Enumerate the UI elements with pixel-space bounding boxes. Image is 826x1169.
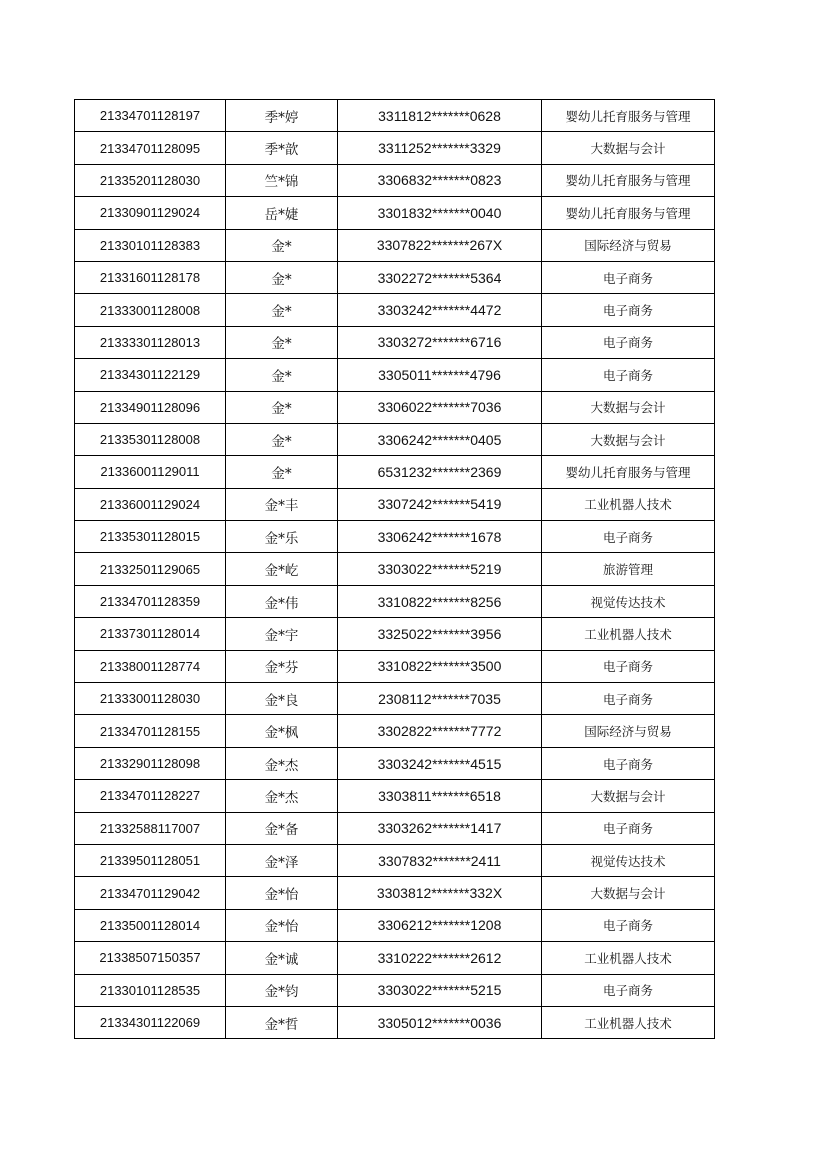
table-row — [75, 423, 715, 455]
student-name-cell: 金*杰 — [226, 747, 338, 779]
exam-number-cell: 21336001129011 — [75, 456, 226, 488]
exam-number-cell: 21332501129065 — [75, 553, 226, 585]
student-name-cell: 金* — [226, 423, 338, 455]
major-cell: 大数据与会计 — [542, 877, 715, 909]
student-name-cell: 金*屹 — [226, 553, 338, 585]
student-name-cell: 金*诚 — [226, 942, 338, 974]
id-card-number-cell: 3302822*******7772 — [338, 715, 542, 747]
table-row — [75, 132, 715, 164]
id-card-number-cell: 3302272*******5364 — [338, 261, 542, 293]
major-cell: 电子商务 — [542, 909, 715, 941]
table-row — [75, 521, 715, 553]
student-name-cell: 岳*婕 — [226, 197, 338, 229]
exam-number-cell: 21334701128095 — [75, 132, 226, 164]
id-card-number-cell: 3307822*******267X — [338, 229, 542, 261]
major-cell: 电子商务 — [542, 812, 715, 844]
exam-number-cell: 21331601128178 — [75, 261, 226, 293]
student-name-cell: 金* — [226, 229, 338, 261]
table-row — [75, 747, 715, 779]
major-cell: 视觉传达技术 — [542, 844, 715, 876]
student-name-cell: 季*歆 — [226, 132, 338, 164]
table-row — [75, 229, 715, 261]
id-card-number-cell: 3303811*******6518 — [338, 780, 542, 812]
table-row — [75, 391, 715, 423]
student-name-cell: 金* — [226, 359, 338, 391]
id-card-number-cell: 3301832*******0040 — [338, 197, 542, 229]
major-cell: 电子商务 — [542, 683, 715, 715]
table-row — [75, 618, 715, 650]
exam-number-cell: 21330101128535 — [75, 974, 226, 1006]
major-cell: 婴幼儿托育服务与管理 — [542, 456, 715, 488]
id-card-number-cell: 3310822*******3500 — [338, 650, 542, 682]
exam-number-cell: 21334301122069 — [75, 1006, 226, 1038]
exam-number-cell: 21338001128774 — [75, 650, 226, 682]
major-cell: 工业机器人技术 — [542, 1006, 715, 1038]
exam-number-cell: 21335301128015 — [75, 521, 226, 553]
major-cell: 婴幼儿托育服务与管理 — [542, 164, 715, 196]
major-cell: 电子商务 — [542, 521, 715, 553]
id-card-number-cell: 3306242*******0405 — [338, 423, 542, 455]
id-card-number-cell: 3303242*******4515 — [338, 747, 542, 779]
student-name-cell: 金*怡 — [226, 909, 338, 941]
student-name-cell: 季*婷 — [226, 100, 338, 132]
id-card-number-cell: 3311812*******0628 — [338, 100, 542, 132]
id-card-number-cell: 2308112*******7035 — [338, 683, 542, 715]
exam-number-cell: 21334701128227 — [75, 780, 226, 812]
table-row — [75, 683, 715, 715]
major-cell: 大数据与会计 — [542, 391, 715, 423]
id-card-number-cell: 3303262*******1417 — [338, 812, 542, 844]
exam-number-cell: 21334701128359 — [75, 585, 226, 617]
major-cell: 婴幼儿托育服务与管理 — [542, 197, 715, 229]
major-cell: 电子商务 — [542, 747, 715, 779]
student-name-cell: 金*杰 — [226, 780, 338, 812]
student-name-cell: 金*钧 — [226, 974, 338, 1006]
id-card-number-cell: 3306242*******1678 — [338, 521, 542, 553]
major-cell: 大数据与会计 — [542, 780, 715, 812]
student-name-cell: 金*芬 — [226, 650, 338, 682]
id-card-number-cell: 3306832*******0823 — [338, 164, 542, 196]
exam-number-cell: 21339501128051 — [75, 844, 226, 876]
table-row — [75, 715, 715, 747]
major-cell: 工业机器人技术 — [542, 942, 715, 974]
exam-number-cell: 21337301128014 — [75, 618, 226, 650]
major-cell: 电子商务 — [542, 359, 715, 391]
student-name-cell: 金*伟 — [226, 585, 338, 617]
student-name-cell: 金*泽 — [226, 844, 338, 876]
table-row — [75, 553, 715, 585]
exam-number-cell: 21334701128155 — [75, 715, 226, 747]
major-cell: 工业机器人技术 — [542, 488, 715, 520]
major-cell: 电子商务 — [542, 650, 715, 682]
exam-number-cell: 21336001129024 — [75, 488, 226, 520]
id-card-number-cell: 3325022*******3956 — [338, 618, 542, 650]
id-card-number-cell: 3305012*******0036 — [338, 1006, 542, 1038]
exam-number-cell: 21338507150357 — [75, 942, 226, 974]
exam-number-cell: 21334701128197 — [75, 100, 226, 132]
major-cell: 国际经济与贸易 — [542, 715, 715, 747]
exam-number-cell: 21333301128013 — [75, 326, 226, 358]
major-cell: 工业机器人技术 — [542, 618, 715, 650]
exam-number-cell: 21334701129042 — [75, 877, 226, 909]
student-name-cell: 金* — [226, 326, 338, 358]
table-row — [75, 456, 715, 488]
table-row — [75, 261, 715, 293]
major-cell: 大数据与会计 — [542, 132, 715, 164]
id-card-number-cell: 3311252*******3329 — [338, 132, 542, 164]
id-card-number-cell: 3305011*******4796 — [338, 359, 542, 391]
id-card-number-cell: 3307832*******2411 — [338, 844, 542, 876]
student-name-cell: 金*良 — [226, 683, 338, 715]
exam-number-cell: 21335201128030 — [75, 164, 226, 196]
table-row — [75, 585, 715, 617]
exam-number-cell: 21330901129024 — [75, 197, 226, 229]
major-cell: 婴幼儿托育服务与管理 — [542, 100, 715, 132]
student-name-cell: 金*乐 — [226, 521, 338, 553]
major-cell: 国际经济与贸易 — [542, 229, 715, 261]
exam-number-cell: 21334301122129 — [75, 359, 226, 391]
student-name-cell: 金*丰 — [226, 488, 338, 520]
table-row — [75, 197, 715, 229]
table-row — [75, 488, 715, 520]
id-card-number-cell: 6531232*******2369 — [338, 456, 542, 488]
student-name-cell: 金*枫 — [226, 715, 338, 747]
major-cell: 大数据与会计 — [542, 423, 715, 455]
student-name-cell: 金*宇 — [226, 618, 338, 650]
table-row — [75, 1006, 715, 1038]
id-card-number-cell: 3303022*******5219 — [338, 553, 542, 585]
table-row — [75, 844, 715, 876]
exam-number-cell: 21333001128008 — [75, 294, 226, 326]
student-name-cell: 金* — [226, 261, 338, 293]
student-name-cell: 金* — [226, 456, 338, 488]
student-name-cell: 金*怡 — [226, 877, 338, 909]
id-card-number-cell: 3303242*******4472 — [338, 294, 542, 326]
id-card-number-cell: 3310222*******2612 — [338, 942, 542, 974]
exam-number-cell: 21335301128008 — [75, 423, 226, 455]
id-card-number-cell: 3303022*******5215 — [338, 974, 542, 1006]
exam-number-cell: 21335001128014 — [75, 909, 226, 941]
id-card-number-cell: 3310822*******8256 — [338, 585, 542, 617]
table-row — [75, 780, 715, 812]
exam-number-cell: 21332588117007 — [75, 812, 226, 844]
major-cell: 电子商务 — [542, 326, 715, 358]
id-card-number-cell: 3306212*******1208 — [338, 909, 542, 941]
student-name-cell: 金*备 — [226, 812, 338, 844]
major-cell: 电子商务 — [542, 294, 715, 326]
id-card-number-cell: 3306022*******7036 — [338, 391, 542, 423]
table-row — [75, 942, 715, 974]
exam-number-cell: 21333001128030 — [75, 683, 226, 715]
exam-number-cell: 21332901128098 — [75, 747, 226, 779]
student-list-table — [74, 99, 715, 1039]
student-name-cell: 竺*锦 — [226, 164, 338, 196]
table-row — [75, 812, 715, 844]
table-row — [75, 164, 715, 196]
major-cell: 旅游管理 — [542, 553, 715, 585]
id-card-number-cell: 3303812*******332X — [338, 877, 542, 909]
table-row — [75, 359, 715, 391]
id-card-number-cell: 3307242*******5419 — [338, 488, 542, 520]
major-cell: 电子商务 — [542, 261, 715, 293]
table-row — [75, 100, 715, 132]
exam-number-cell: 21334901128096 — [75, 391, 226, 423]
table-row — [75, 294, 715, 326]
table-row — [75, 326, 715, 358]
major-cell: 电子商务 — [542, 974, 715, 1006]
table-row — [75, 650, 715, 682]
table-row — [75, 877, 715, 909]
id-card-number-cell: 3303272*******6716 — [338, 326, 542, 358]
table-row — [75, 974, 715, 1006]
table-body — [75, 100, 715, 1039]
exam-number-cell: 21330101128383 — [75, 229, 226, 261]
table-row — [75, 909, 715, 941]
student-name-cell: 金*哲 — [226, 1006, 338, 1038]
major-cell: 视觉传达技术 — [542, 585, 715, 617]
student-name-cell: 金* — [226, 391, 338, 423]
student-name-cell: 金* — [226, 294, 338, 326]
